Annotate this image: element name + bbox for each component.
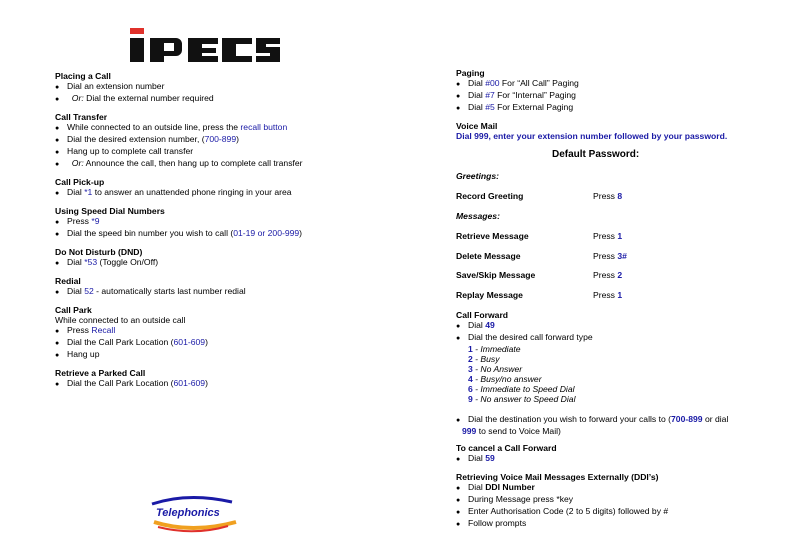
left-column <box>55 65 415 390</box>
list-item: ● Dial the Call Park Location (601-609) <box>55 378 415 390</box>
list-item: ● Dial the desired call forward type <box>456 332 796 344</box>
list-item: ● Enter Authorisation Code (2 to 5 digits) followed by # <box>456 506 796 518</box>
list-item: ● Follow prompts <box>456 518 796 530</box>
list-item-continued: 999 to send to Voice Mail) <box>462 426 561 436</box>
list-item: ● Dial the speed bin number you wish to call (01-19 or 200-999) <box>55 228 415 240</box>
forward-type: 3 - No Answer <box>468 364 523 374</box>
section-speed-dial <box>55 206 415 240</box>
list-item: ● Or: Announce the call, then hang up to complete call transfer <box>55 158 415 170</box>
list-item: ● Dial an extension number <box>55 81 415 93</box>
messages-label: Messages: <box>456 211 500 221</box>
section-redial <box>55 276 415 298</box>
list-item: ● Hang up to complete call transfer <box>55 146 415 158</box>
list-item: ● Press Recall <box>55 325 415 337</box>
list-item: ● Dial #00 For “All Call” Paging <box>456 78 796 90</box>
section-paging <box>456 68 796 114</box>
section-title: Retrieve a Parked Call <box>55 368 146 378</box>
list-item: ● Dial DDI Number <box>456 482 796 494</box>
section-title: Call Park <box>55 305 92 315</box>
section-title: Do Not Disturb (DND) <box>55 247 143 257</box>
section-retrieve-parked <box>55 368 415 390</box>
section-title: Using Speed Dial Numbers <box>55 206 165 216</box>
list-item: ● Dial the destination you wish to forward your calls to (700-899 or dial <box>456 414 796 426</box>
list-item: ● Dial #7 For “Internal” Paging <box>456 90 796 102</box>
ipecs-logo <box>128 28 280 64</box>
section-placing-call <box>55 71 415 105</box>
telephonics-logo-text: Telephonics <box>156 507 220 519</box>
section-call-forward <box>456 310 796 530</box>
forward-type: 9 - No answer to Speed Dial <box>468 394 576 404</box>
list-item: ● Dial #5 For External Paging <box>456 102 796 114</box>
forward-type: 4 - Busy/no answer <box>468 374 542 384</box>
list-item: ● Dial the desired extension number, (700-899) <box>55 134 415 146</box>
list-item: ● Dial *53 (Toggle On/Off) <box>55 257 415 269</box>
list-item: ● While connected to an outside line, press the recall button <box>55 122 415 134</box>
forward-type: 6 - Immediate to Speed Dial <box>468 384 575 394</box>
section-title: To cancel a Call Forward <box>456 443 557 453</box>
section-voice-mail <box>456 121 796 141</box>
list-item: ● Press *9 <box>55 216 415 228</box>
list-item: ● Dial 52 - automatically starts last number redial <box>55 286 415 298</box>
list-item: ● Dial the Call Park Location (601-609) <box>55 337 415 349</box>
section-title: Retrieving Voice Mail Messages Externally (DDI’s) <box>456 472 659 482</box>
section-title: Voice Mail <box>456 121 498 131</box>
list-item: ● Or: Dial the external number required <box>55 93 415 105</box>
section-title: Placing a Call <box>55 71 111 81</box>
section-call-park <box>55 305 415 361</box>
section-title: Call Pick-up <box>55 177 105 187</box>
section-call-transfer <box>55 112 415 170</box>
greetings-label: Greetings: <box>456 171 499 181</box>
list-item: ● During Message press *key <box>456 494 796 506</box>
list-item: ● Dial *1 to answer an unattended phone ringing in your area <box>55 187 415 199</box>
forward-type: 2 - Busy <box>468 354 500 364</box>
list-item: ● Dial 49 <box>456 320 796 332</box>
default-password-heading: Default Password: <box>552 149 640 160</box>
section-dnd <box>55 247 415 269</box>
list-item: ● Dial 59 <box>456 453 796 465</box>
section-title: Call Forward <box>456 310 509 320</box>
section-call-pickup <box>55 177 415 199</box>
right-column <box>456 68 796 141</box>
intro-text: While connected to an outside call <box>55 315 186 325</box>
telephonics-logo <box>148 494 244 534</box>
forward-type: 1 - Immediate <box>468 344 521 354</box>
voice-mail-instruction: Dial 999, enter your extension number followed by your password. <box>456 131 728 141</box>
section-title: Paging <box>456 68 485 78</box>
list-item: ● Hang up <box>55 349 415 361</box>
section-title: Redial <box>55 276 81 286</box>
section-title: Call Transfer <box>55 112 108 122</box>
